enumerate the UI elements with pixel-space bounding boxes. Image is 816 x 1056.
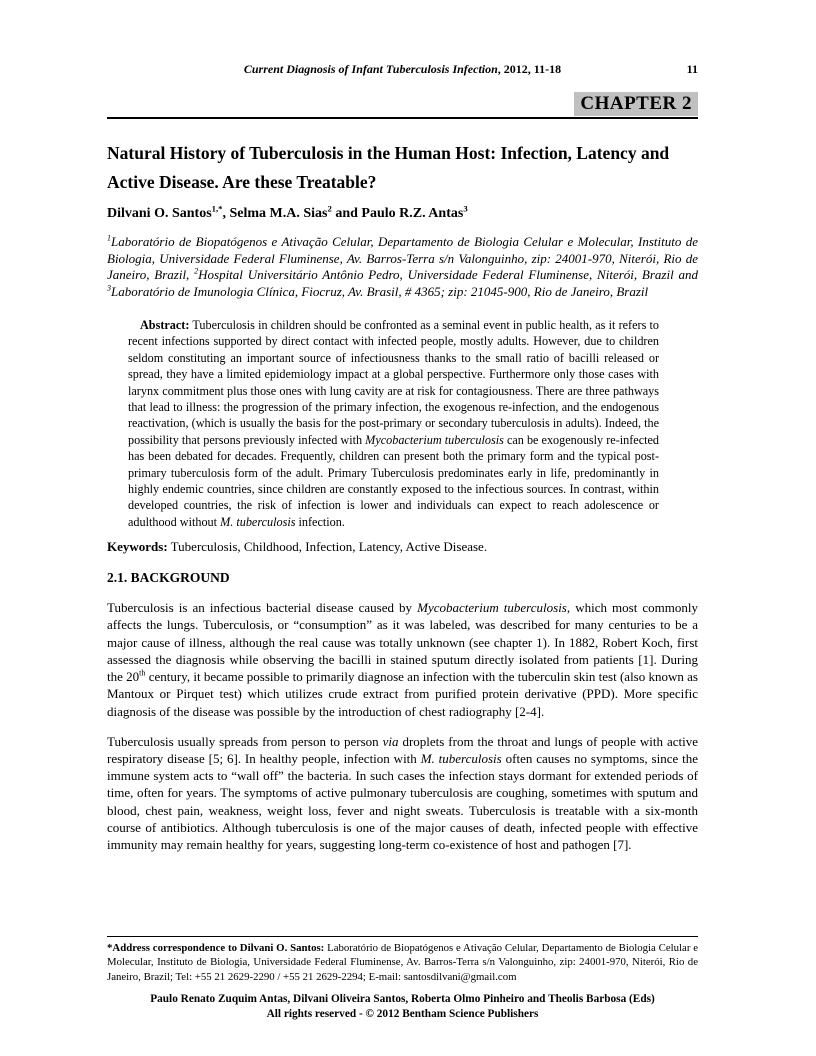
section-heading-background: 2.1. BACKGROUND bbox=[107, 570, 230, 586]
affiliation-1: Laboratório de Biopatógenos e Ativação Celular, Departamento de Biologia Celular e Molecular, Instituto de Biologia, Universidade Federal Fluminense, Av. Barros-Terra s/n Valonguinho, zip: 24001-970, Niterói, Rio de Janeiro, Brazil, bbox=[107, 234, 698, 282]
footnote-rule bbox=[107, 936, 698, 937]
author-1-superscript: 1,* bbox=[211, 203, 223, 214]
publisher-block bbox=[107, 992, 698, 1022]
keywords-label: Keywords: bbox=[107, 539, 168, 555]
paragraph-1-text-c: century, it became possible to primarily diagnose an infection with the tuberculin skin test (also known as Mantoux or Pirquet test) which utilizes crude extract from purified protein derivative (PPD). More specific diagnosis of the disease was possible by the introduction of chest radiography [2-4]. bbox=[107, 669, 698, 719]
author-3: and Paulo R.Z. Antas bbox=[331, 206, 464, 221]
paragraph-1-text-b: , which most commonly affects the lungs. Tuberculosis, or “consumption” as it was labeled, was described for many centuries to be a major cause of illness, although the real cause was totally unknown (see chapter 1). In 1882, Robert Koch, first assessed the diagnosis while observing the bacilli in stained sputum directly isolated from patients [1]. During the 20 bbox=[107, 600, 698, 685]
author-2: , Selma M.A. Sias bbox=[222, 206, 328, 221]
abstract bbox=[128, 317, 659, 530]
affiliation-1-superscript: 1 bbox=[107, 233, 112, 243]
journal-title: Current Diagnosis of Infant Tuberculosis Infection bbox=[243, 62, 498, 76]
footnote-text: Laboratório de Biopatógenos e Ativação Celular, Departamento de Biologia Celular e Molecular, Instituto de Biologia, Universidade Federal Fluminense, Av. Barros-Terra s/n Valonguinho, zip: 24001-970, Niterói, Rio de Janeiro, Brazil; Tel: +55 21 2629-2290 / +55 21 2629-2294; E-mail: santosdilvani@gmail.com bbox=[107, 942, 699, 983]
running-header bbox=[107, 0, 698, 76]
footnote-label: *Address correspondence to Dilvani O. Santos: bbox=[107, 942, 325, 954]
paragraph-2 bbox=[107, 733, 698, 853]
author-1: Dilvani O. Santos bbox=[107, 206, 212, 221]
affiliation-3-superscript: 3 bbox=[107, 283, 112, 293]
paragraph-1-text-a: Tuberculosis is an infectious bacterial disease caused by bbox=[107, 600, 418, 616]
editors-line: Paulo Renato Zuquim Antas, Dilvani Oliveira Santos, Roberta Olmo Pinheiro and Theolis Barbosa (Eds) bbox=[150, 993, 655, 1006]
author-3-superscript: 3 bbox=[463, 203, 468, 214]
paragraph-1-ordinal-superscript: th bbox=[139, 668, 146, 678]
paragraph-2-via-italic: via bbox=[382, 733, 399, 749]
abstract-text-1: Tuberculosis in children should be confronted as a seminal event in public health, as it refers to recent infections supported by direct contact with infected people, mostly adults. However, due to children seldom constituting an important source of infectiousness thanks to the small ratio of bacilli released or spread, they have a limited epidemiology impact at a global perspective. Furthermore only those cases with larynx commitment plus those ones with lung cavity are at risk for contagiousness. There are three pathways that lead to illness: the progression of the primary infection, the exogenous re-infection, and the endogenous reactivation, (which is usually the basis for the post-primary or secondary tuberculosis in adults). Indeed, the possibility that persons previously infected with bbox=[128, 318, 659, 447]
affiliation-3: Laboratório de Imunologia Clínica, Fiocruz, Av. Brasil, # 4365; zip: 21045-900, Rio de Janeiro, Brazil bbox=[111, 283, 649, 299]
page-content bbox=[107, 0, 698, 853]
abstract-species-italic-1: Mycobacterium tuberculosis bbox=[365, 432, 504, 447]
affiliations bbox=[107, 234, 698, 300]
affiliation-2: Hospital Universitário Antônio Pedro, Universidade Federal Fluminense, Niterói, Brazil and bbox=[198, 267, 698, 282]
footnote-area bbox=[107, 936, 698, 1022]
keywords-line bbox=[107, 539, 698, 555]
paragraph-2-text-a: Tuberculosis usually spreads from person to person bbox=[107, 733, 383, 749]
keywords-text: Tuberculosis, Childhood, Infection, Latency, Active Disease. bbox=[167, 539, 488, 555]
chapter-badge: CHAPTER 2 bbox=[574, 92, 698, 116]
abstract-species-italic-2: M. tuberculosis bbox=[220, 514, 296, 529]
header-rule bbox=[107, 117, 698, 119]
header-meta: , 2012, 11-18 bbox=[497, 62, 562, 76]
chapter-title: Natural History of Tuberculosis in the Human Host: Infection, Latency and Active Disease. Are these Treatable? bbox=[107, 143, 670, 192]
page-number: 11 bbox=[686, 62, 698, 76]
correspondence-footnote bbox=[107, 941, 698, 984]
paragraph-2-text-b: droplets from the throat and lungs of people with active respiratory disease [5; 6]. In healthy people, infection with bbox=[107, 733, 698, 766]
abstract-label: Abstract: bbox=[140, 318, 190, 332]
abstract-text-3: infection. bbox=[295, 514, 345, 529]
affiliation-2-superscript: 2 bbox=[194, 266, 199, 276]
author-2-superscript: 2 bbox=[327, 203, 332, 214]
authors-line bbox=[107, 205, 698, 223]
paragraph-1-species-italic: Mycobacterium tuberculosis bbox=[417, 600, 567, 616]
abstract-text-2: can be exogenously re-infected has been debated for decades. Frequently, children can present both the primary form and the typical post-primary tuberculosis form of the adult. Primary Tuberculosis predominates early in life, predominantly in highly endemic countries, since children are constantly exposed to the infectious sources. In contrast, within developed countries, the risk of infection is lower and individuals can expect to reach adolescence or adulthood without bbox=[128, 432, 660, 529]
chapter-row bbox=[107, 92, 698, 116]
paragraph-2-species-italic: M. tuberculosis bbox=[420, 750, 502, 766]
copyright-line: All rights reserved - © 2012 Bentham Science Publishers bbox=[266, 1008, 539, 1021]
paragraph-1 bbox=[107, 599, 698, 719]
paragraph-2-text-c: often causes no symptoms, since the immune system acts to “wall off” the bacteria. In such cases the infection stays dormant for extended periods of time, often for years. The symptoms of active pulmonary tuberculosis are coughing, sometimes with sputum and blood, chest pain, weakness, weight loss, fever and night sweats. Tuberculosis is treatable with a six-month course of antibiotics. Although tuberculosis is one of the major causes of death, infected people with effective immunity may remain healthy for years, suggesting long-term co-existence of host and pathogen [7]. bbox=[107, 750, 699, 852]
